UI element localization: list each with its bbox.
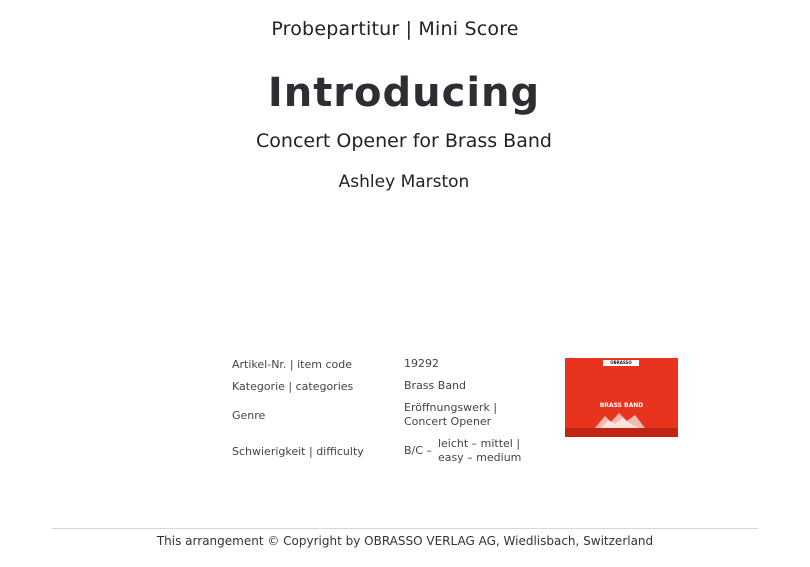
item-code-value: 19292 bbox=[404, 357, 439, 370]
genre-value-line-2: Concert Opener bbox=[404, 415, 492, 428]
score-type-header: Probepartitur | Mini Score bbox=[271, 18, 519, 40]
composer-name: Ashley Marston bbox=[338, 172, 470, 192]
difficulty-text bbox=[438, 437, 521, 465]
work-title: Introducing bbox=[267, 70, 541, 116]
item-code-label: Artikel-Nr. | item code bbox=[232, 357, 353, 371]
difficulty-text-line-1: leicht – mittel | bbox=[437, 437, 521, 450]
cover-bottom-stripe bbox=[565, 428, 678, 437]
cover-logo: OBRASSO bbox=[603, 360, 639, 366]
category-value: Brass Band bbox=[404, 379, 467, 392]
cover-mountains-icon bbox=[565, 410, 678, 428]
cover-brand-text: BRASS BAND bbox=[599, 402, 644, 409]
copyright-footer: This arrangement © Copyright by OBRASSO VERLAG AG, Wiedlisbach, Switzerland bbox=[156, 534, 654, 548]
difficulty-label: Schwierigkeit | difficulty bbox=[232, 444, 364, 458]
difficulty-text-line-2: easy – medium bbox=[437, 451, 522, 464]
category-label: Kategorie | categories bbox=[232, 379, 354, 393]
info-row-difficulty bbox=[232, 433, 521, 469]
work-subtitle: Concert Opener for Brass Band bbox=[256, 130, 552, 152]
footer-divider bbox=[52, 528, 758, 529]
genre-value-line-1: Eröffnungswerk | bbox=[404, 401, 498, 414]
info-row-category bbox=[232, 375, 521, 397]
info-row-genre bbox=[232, 397, 521, 433]
genre-label: Genre bbox=[232, 408, 266, 422]
info-row-item-code bbox=[232, 353, 521, 375]
info-table bbox=[232, 353, 521, 469]
score-cover-image bbox=[565, 358, 678, 437]
genre-value bbox=[404, 401, 497, 429]
difficulty-value bbox=[404, 437, 521, 465]
difficulty-code: B/C – bbox=[404, 444, 432, 457]
